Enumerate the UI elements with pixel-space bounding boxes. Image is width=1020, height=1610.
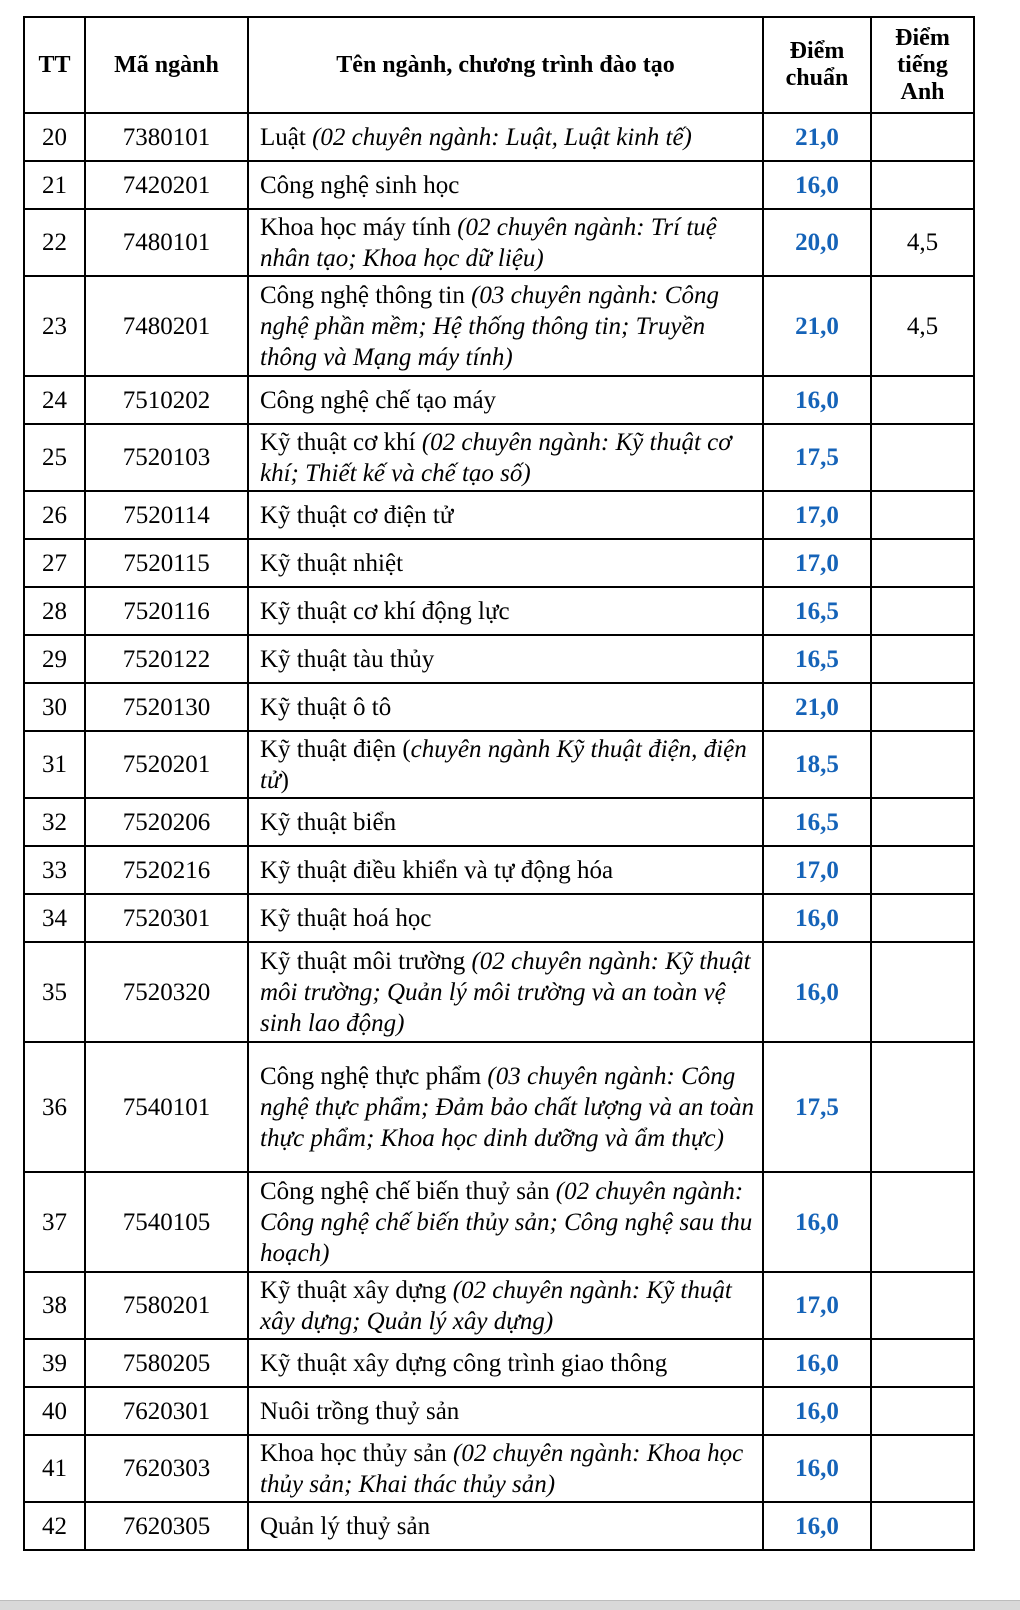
cell-program-name bbox=[248, 113, 763, 161]
cell-english-score bbox=[871, 942, 974, 1042]
cell-english-score bbox=[871, 846, 974, 894]
cell-english-score bbox=[871, 113, 974, 161]
header-name: Tên ngành, chương trình đào tạo bbox=[248, 17, 763, 113]
cell-cutoff-score: 21,0 bbox=[763, 683, 871, 731]
cell-english-score bbox=[871, 587, 974, 635]
program-specializations: (03 chuyên ngành: Công nghệ phần mềm; Hệ thống thông tin; Truyền thông và Mạng máy tính) bbox=[260, 281, 719, 371]
table-row bbox=[24, 635, 974, 683]
table-row bbox=[24, 539, 974, 587]
cell-tt: 28 bbox=[24, 587, 85, 635]
cell-code: 7620301 bbox=[85, 1387, 248, 1435]
cell-program-name bbox=[248, 376, 763, 424]
program-name: Khoa học thủy sản bbox=[260, 1439, 454, 1467]
table-row bbox=[24, 846, 974, 894]
cell-tt: 39 bbox=[24, 1339, 85, 1387]
cell-code: 7520116 bbox=[85, 587, 248, 635]
program-name-end: ) bbox=[280, 766, 289, 794]
cell-program-name bbox=[248, 731, 763, 798]
cell-english-score bbox=[871, 1172, 974, 1272]
cell-program-name bbox=[248, 276, 763, 376]
cell-tt: 42 bbox=[24, 1502, 85, 1550]
cell-tt: 35 bbox=[24, 942, 85, 1042]
cell-english-score bbox=[871, 731, 974, 798]
table-header-row bbox=[24, 17, 974, 113]
cell-code: 7420201 bbox=[85, 161, 248, 209]
cell-english-score bbox=[871, 1387, 974, 1435]
cell-english-score bbox=[871, 1502, 974, 1550]
cell-tt: 37 bbox=[24, 1172, 85, 1272]
program-specializations: (02 chuyên ngành: Công nghệ chế biến thủy sản; Công nghệ sau thu hoạch) bbox=[260, 1177, 753, 1267]
header-tt: TT bbox=[24, 17, 85, 113]
cell-program-name bbox=[248, 1502, 763, 1550]
cell-english-score bbox=[871, 1042, 974, 1172]
table-row bbox=[24, 1339, 974, 1387]
program-specializations: (02 chuyên ngành: Kỹ thuật xây dựng; Quản lý xây dựng) bbox=[260, 1276, 732, 1335]
cell-cutoff-score: 17,0 bbox=[763, 491, 871, 539]
cell-program-name bbox=[248, 587, 763, 635]
cell-tt: 36 bbox=[24, 1042, 85, 1172]
table-row bbox=[24, 683, 974, 731]
table-row bbox=[24, 798, 974, 846]
program-name: Công nghệ chế biến thuỷ sản bbox=[260, 1177, 556, 1205]
cell-code: 7520301 bbox=[85, 894, 248, 942]
cell-program-name bbox=[248, 894, 763, 942]
table-row bbox=[24, 276, 974, 376]
program-name: Kỹ thuật cơ khí động lực bbox=[260, 597, 510, 625]
cell-tt: 26 bbox=[24, 491, 85, 539]
cell-cutoff-score: 16,0 bbox=[763, 894, 871, 942]
header-score: Điểm chuẩn bbox=[763, 17, 871, 113]
program-name: Kỹ thuật xây dựng công trình giao thông bbox=[260, 1349, 668, 1377]
cell-cutoff-score: 21,0 bbox=[763, 113, 871, 161]
cell-cutoff-score: 16,5 bbox=[763, 587, 871, 635]
cell-code: 7580205 bbox=[85, 1339, 248, 1387]
cell-english-score bbox=[871, 539, 974, 587]
cell-english-score bbox=[871, 798, 974, 846]
cell-cutoff-score: 17,0 bbox=[763, 539, 871, 587]
cell-code: 7620303 bbox=[85, 1435, 248, 1502]
program-name: Công nghệ sinh học bbox=[260, 171, 460, 199]
table-row bbox=[24, 1042, 974, 1172]
cell-cutoff-score: 16,5 bbox=[763, 635, 871, 683]
program-specializations: (02 chuyên ngành: Luật, Luật kinh tế) bbox=[312, 123, 692, 151]
program-name: Kỹ thuật tàu thủy bbox=[260, 645, 435, 673]
cell-cutoff-score: 16,0 bbox=[763, 1172, 871, 1272]
table-row bbox=[24, 376, 974, 424]
cell-tt: 20 bbox=[24, 113, 85, 161]
program-name: Luật bbox=[260, 123, 313, 151]
cell-program-name bbox=[248, 209, 763, 276]
cell-code: 7520201 bbox=[85, 731, 248, 798]
cell-program-name bbox=[248, 635, 763, 683]
cell-english-score bbox=[871, 683, 974, 731]
cell-code: 7580201 bbox=[85, 1272, 248, 1339]
table-row bbox=[24, 209, 974, 276]
program-specializations: (02 chuyên ngành: Trí tuệ nhân tạo; Khoa học dữ liệu) bbox=[260, 213, 717, 272]
cell-program-name bbox=[248, 942, 763, 1042]
cell-cutoff-score: 17,0 bbox=[763, 846, 871, 894]
cell-tt: 34 bbox=[24, 894, 85, 942]
cell-code: 7380101 bbox=[85, 113, 248, 161]
table-row bbox=[24, 1172, 974, 1272]
cell-cutoff-score: 20,0 bbox=[763, 209, 871, 276]
cell-tt: 38 bbox=[24, 1272, 85, 1339]
cell-code: 7620305 bbox=[85, 1502, 248, 1550]
cell-program-name bbox=[248, 424, 763, 491]
table-row bbox=[24, 1387, 974, 1435]
cell-tt: 32 bbox=[24, 798, 85, 846]
table-row bbox=[24, 1502, 974, 1550]
cell-cutoff-score: 17,5 bbox=[763, 1042, 871, 1172]
cell-cutoff-score: 16,0 bbox=[763, 1435, 871, 1502]
cell-tt: 40 bbox=[24, 1387, 85, 1435]
cell-tt: 31 bbox=[24, 731, 85, 798]
cell-english-score bbox=[871, 1339, 974, 1387]
program-name: Công nghệ thông tin bbox=[260, 281, 472, 309]
cell-tt: 30 bbox=[24, 683, 85, 731]
program-name: Công nghệ chế tạo máy bbox=[260, 386, 497, 414]
cell-cutoff-score: 17,0 bbox=[763, 1272, 871, 1339]
cell-program-name bbox=[248, 161, 763, 209]
program-name: Kỹ thuật điện ( bbox=[260, 735, 411, 763]
table-row bbox=[24, 491, 974, 539]
cell-program-name bbox=[248, 1042, 763, 1172]
cell-code: 7540105 bbox=[85, 1172, 248, 1272]
cell-tt: 22 bbox=[24, 209, 85, 276]
cell-code: 7520130 bbox=[85, 683, 248, 731]
cell-program-name bbox=[248, 1272, 763, 1339]
cell-english-score bbox=[871, 635, 974, 683]
cell-program-name bbox=[248, 846, 763, 894]
cell-english-score bbox=[871, 1435, 974, 1502]
program-specializations: (02 chuyên ngành: Kỹ thuật môi trường; Quản lý môi trường và an toàn vệ sinh lao động) bbox=[260, 947, 751, 1037]
cell-tt: 24 bbox=[24, 376, 85, 424]
cell-cutoff-score: 16,5 bbox=[763, 798, 871, 846]
cell-program-name bbox=[248, 491, 763, 539]
cell-program-name bbox=[248, 1387, 763, 1435]
table-row bbox=[24, 424, 974, 491]
cell-cutoff-score: 16,0 bbox=[763, 161, 871, 209]
cell-tt: 33 bbox=[24, 846, 85, 894]
table-row bbox=[24, 113, 974, 161]
cell-program-name bbox=[248, 683, 763, 731]
table-row bbox=[24, 942, 974, 1042]
header-code: Mã ngành bbox=[85, 17, 248, 113]
program-name: Công nghệ thực phẩm bbox=[260, 1062, 488, 1090]
cell-cutoff-score: 17,5 bbox=[763, 424, 871, 491]
cell-code: 7520122 bbox=[85, 635, 248, 683]
cell-english-score bbox=[871, 424, 974, 491]
cell-code: 7520103 bbox=[85, 424, 248, 491]
cell-english-score: 4,5 bbox=[871, 276, 974, 376]
cell-code: 7480101 bbox=[85, 209, 248, 276]
program-name: Quản lý thuỷ sản bbox=[260, 1512, 431, 1540]
program-name: Kỹ thuật xây dựng bbox=[260, 1276, 453, 1304]
program-specializations: (02 chuyên ngành: Kỹ thuật cơ khí; Thiết kế và chế tạo số) bbox=[260, 428, 732, 487]
cell-code: 7520114 bbox=[85, 491, 248, 539]
program-name: Kỹ thuật hoá học bbox=[260, 904, 432, 932]
cell-cutoff-score: 16,0 bbox=[763, 942, 871, 1042]
program-specializations: chuyên ngành Kỹ thuật điện, điện tử bbox=[260, 735, 747, 794]
cell-code: 7480201 bbox=[85, 276, 248, 376]
program-name: Kỹ thuật cơ khí bbox=[260, 428, 422, 456]
cell-code: 7520216 bbox=[85, 846, 248, 894]
table-row bbox=[24, 1272, 974, 1339]
table-body bbox=[24, 113, 974, 1550]
table-row bbox=[24, 731, 974, 798]
table-row bbox=[24, 587, 974, 635]
cell-tt: 21 bbox=[24, 161, 85, 209]
cell-english-score bbox=[871, 161, 974, 209]
cell-cutoff-score: 16,0 bbox=[763, 1387, 871, 1435]
cell-cutoff-score: 21,0 bbox=[763, 276, 871, 376]
admission-score-document bbox=[23, 16, 973, 1551]
cell-english-score bbox=[871, 894, 974, 942]
program-name: Kỹ thuật ô tô bbox=[260, 693, 392, 721]
program-name: Nuôi trồng thuỷ sản bbox=[260, 1397, 460, 1425]
cell-tt: 23 bbox=[24, 276, 85, 376]
cell-code: 7510202 bbox=[85, 376, 248, 424]
program-name: Khoa học máy tính bbox=[260, 213, 458, 241]
cell-code: 7540101 bbox=[85, 1042, 248, 1172]
table-row bbox=[24, 1435, 974, 1502]
program-specializations: (03 chuyên ngành: Công nghệ thực phẩm; Đảm bảo chất lượng và an toàn thực phẩm; Khoa học dinh dưỡng và ẩm thực) bbox=[260, 1062, 755, 1152]
cell-code: 7520115 bbox=[85, 539, 248, 587]
cell-cutoff-score: 16,0 bbox=[763, 376, 871, 424]
program-name: Kỹ thuật nhiệt bbox=[260, 549, 404, 577]
program-name: Kỹ thuật biển bbox=[260, 808, 397, 836]
cell-cutoff-score: 16,0 bbox=[763, 1339, 871, 1387]
cell-program-name bbox=[248, 1172, 763, 1272]
cell-cutoff-score: 18,5 bbox=[763, 731, 871, 798]
cell-english-score bbox=[871, 491, 974, 539]
cell-program-name bbox=[248, 798, 763, 846]
cell-cutoff-score: 16,0 bbox=[763, 1502, 871, 1550]
cell-program-name bbox=[248, 1435, 763, 1502]
cell-program-name bbox=[248, 1339, 763, 1387]
table-row bbox=[24, 161, 974, 209]
cell-tt: 41 bbox=[24, 1435, 85, 1502]
cell-english-score bbox=[871, 376, 974, 424]
header-english: Điểm tiếng Anh bbox=[871, 17, 974, 113]
cell-code: 7520206 bbox=[85, 798, 248, 846]
cell-english-score: 4,5 bbox=[871, 209, 974, 276]
cell-tt: 27 bbox=[24, 539, 85, 587]
table-row bbox=[24, 894, 974, 942]
cell-tt: 25 bbox=[24, 424, 85, 491]
program-name: Kỹ thuật cơ điện tử bbox=[260, 501, 454, 529]
admission-score-table bbox=[23, 16, 975, 1551]
cell-program-name bbox=[248, 539, 763, 587]
program-specializations: (02 chuyên ngành: Khoa học thủy sản; Khai thác thủy sản) bbox=[260, 1439, 744, 1498]
program-name: Kỹ thuật môi trường bbox=[260, 947, 472, 975]
cell-code: 7520320 bbox=[85, 942, 248, 1042]
cell-english-score bbox=[871, 1272, 974, 1339]
program-name: Kỹ thuật điều khiển và tự động hóa bbox=[260, 856, 614, 884]
cell-tt: 29 bbox=[24, 635, 85, 683]
